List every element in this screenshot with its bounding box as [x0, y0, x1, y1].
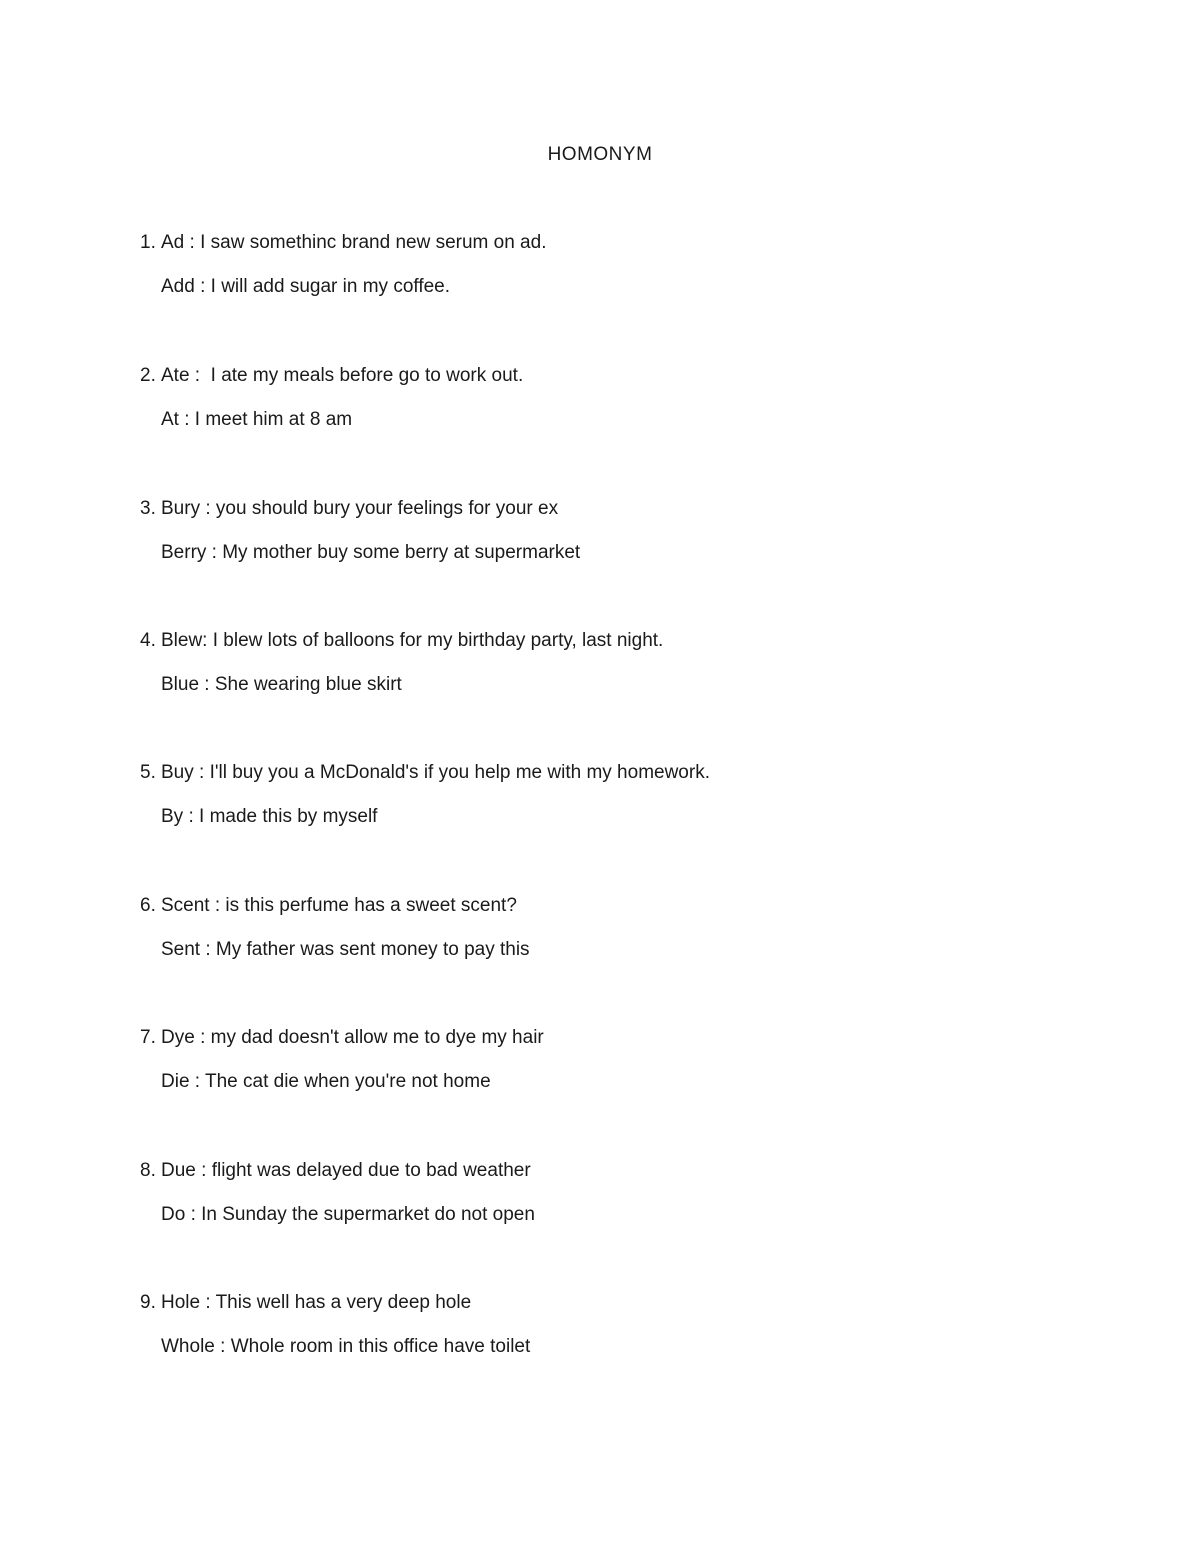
entry-second-line: Blue : She wearing blue skirt — [161, 674, 402, 695]
homonym-entry-3 — [140, 497, 1040, 565]
entry-sentence: Dye : my dad doesn't allow me to dye my hair — [161, 1027, 544, 1048]
entry-first-line — [140, 364, 1040, 388]
entry-sentence: Buy : I'll buy you a McDonald's if you help me with my homework. — [161, 762, 710, 783]
entry-second-line: Berry : My mother buy some berry at supermarket — [161, 542, 581, 563]
homonym-entry-2 — [140, 364, 1040, 432]
entry-first-line — [140, 1159, 1040, 1183]
entry-number: 5. — [140, 762, 156, 783]
entry-first-line — [140, 894, 1040, 918]
homonym-entry-8 — [140, 1159, 1040, 1227]
entry-number: 9. — [140, 1292, 156, 1313]
homonym-entry-5 — [140, 761, 1040, 829]
entry-sentence: Ad : I saw somethinc brand new serum on ad. — [161, 232, 547, 253]
entry-sentence: Hole : This well has a very deep hole — [161, 1292, 472, 1313]
entry-number: 8. — [140, 1160, 156, 1181]
entry-first-line — [140, 629, 1040, 653]
entry-second-line: By : I made this by myself — [161, 806, 378, 827]
entry-sentence: Due : flight was delayed due to bad weather — [161, 1160, 531, 1181]
entry-first-line — [140, 497, 1040, 521]
entry-second-line: Do : In Sunday the supermarket do not open — [161, 1204, 535, 1225]
entry-first-line — [140, 1026, 1040, 1050]
entry-number: 2. — [140, 365, 156, 386]
entry-number: 4. — [140, 630, 156, 651]
entry-number: 1. — [140, 232, 156, 253]
entry-first-line — [140, 1291, 1040, 1315]
entry-first-line — [140, 761, 1040, 785]
entry-second-line: At : I meet him at 8 am — [161, 409, 353, 430]
entry-sentence: Scent : is this perfume has a sweet scent? — [161, 895, 517, 916]
homonym-entry-9 — [140, 1291, 1040, 1359]
homonym-entry-4 — [140, 629, 1040, 697]
homonym-entry-6 — [140, 894, 1040, 962]
entry-second-line: Sent : My father was sent money to pay this — [161, 939, 530, 960]
entry-number: 7. — [140, 1027, 156, 1048]
entry-first-line — [140, 231, 1040, 255]
entry-second-line: Die : The cat die when you're not home — [161, 1071, 491, 1092]
homonym-entry-7 — [140, 1026, 1040, 1094]
document-title: HOMONYM — [547, 144, 653, 165]
entry-number: 6. — [140, 895, 156, 916]
entry-second-line: Add : I will add sugar in my coffee. — [161, 276, 451, 297]
entry-second-line: Whole : Whole room in this office have toilet — [161, 1336, 531, 1357]
entry-number: 3. — [140, 498, 156, 519]
entry-sentence: Blew: I blew lots of balloons for my birthday party, last night. — [161, 630, 664, 651]
entry-sentence: Ate : I ate my meals before go to work out. — [161, 365, 524, 386]
entry-sentence: Bury : you should bury your feelings for your ex — [161, 498, 559, 519]
homonym-entry-1 — [140, 231, 1040, 299]
